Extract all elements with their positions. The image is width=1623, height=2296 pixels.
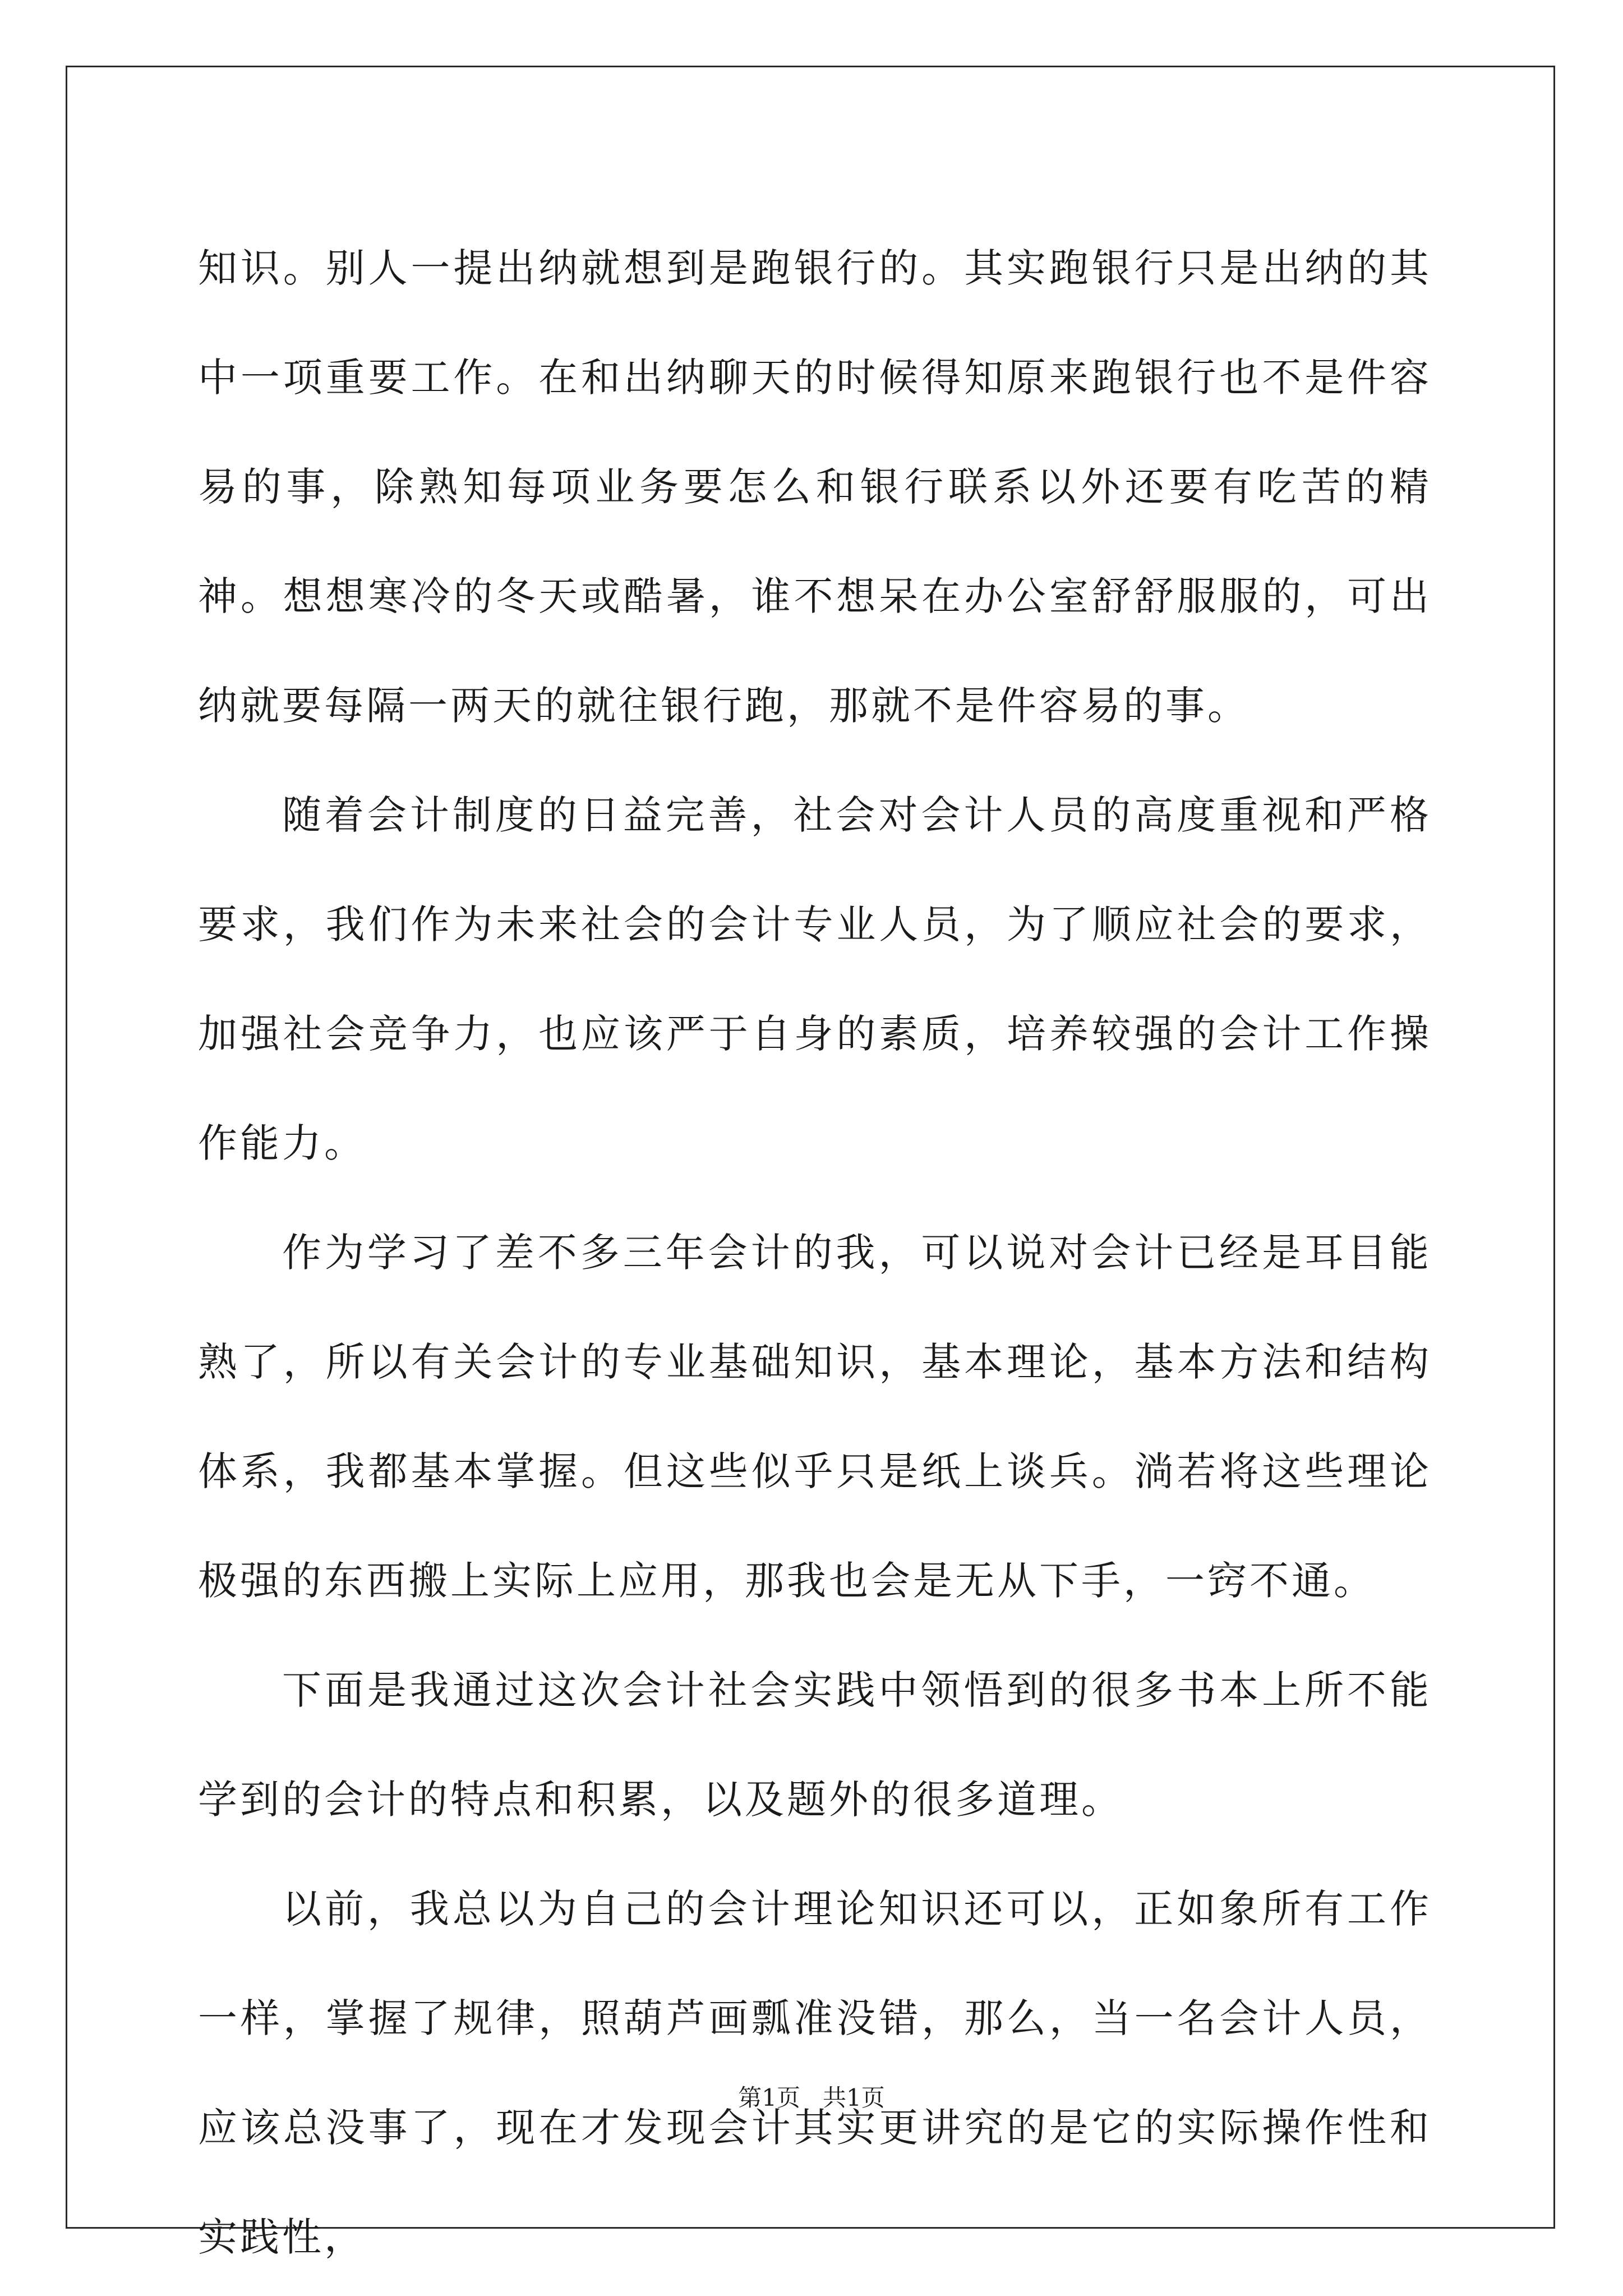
page-number-current: 第1页 — [738, 2084, 800, 2111]
paragraph-2: 随着会计制度的日益完善，社会对会计人员的高度重视和严格要求，我们作为未来社会的会计专业人员，为了顺应社会的要求，加强社会竞争力，也应该严于自身的素质，培养较强的会计工作操作能力。 — [198, 792, 1432, 1166]
page-footer — [0, 2081, 1623, 2115]
page-number-total: 共1页 — [823, 2084, 885, 2111]
paragraph-1: 知识。别人一提出纳就想到是跑银行的。其实跑银行只是出纳的其中一项重要工作。在和出纳聊天的时候得知原来跑银行也不是件容易的事，除熟知每项业务要怎么和银行联系以外还要有吃苦的精神。想想寒冷的冬天或酷暑，谁不想呆在办公室舒舒服服的，可出纳就要每隔一两天的就往银行跑，那就不是件容易的事。 — [198, 245, 1432, 729]
paragraph-5: 以前，我总以为自己的会计理论知识还可以，正如象所有工作一样，掌握了规律，照葫芦画瓢准没错，那么，当一名会计人员，应该总没事了，现在才发现会计其实更讲究的是它的实际操作性和实践性， — [198, 1886, 1432, 2260]
document-body — [198, 214, 1432, 2292]
paragraph-3: 作为学习了差不多三年会计的我，可以说对会计已经是耳目能熟了，所以有关会计的专业基础知识，基本理论，基本方法和结构体系，我都基本掌握。但这些似乎只是纸上谈兵。淌若将这些理论极强的东西搬上实际上应用，那我也会是无从下手，一窍不通。 — [198, 1230, 1432, 1604]
paragraph-4: 下面是我通过这次会计社会实践中领悟到的很多书本上所不能学到的会计的特点和积累，以及题外的很多道理。 — [198, 1667, 1432, 1823]
